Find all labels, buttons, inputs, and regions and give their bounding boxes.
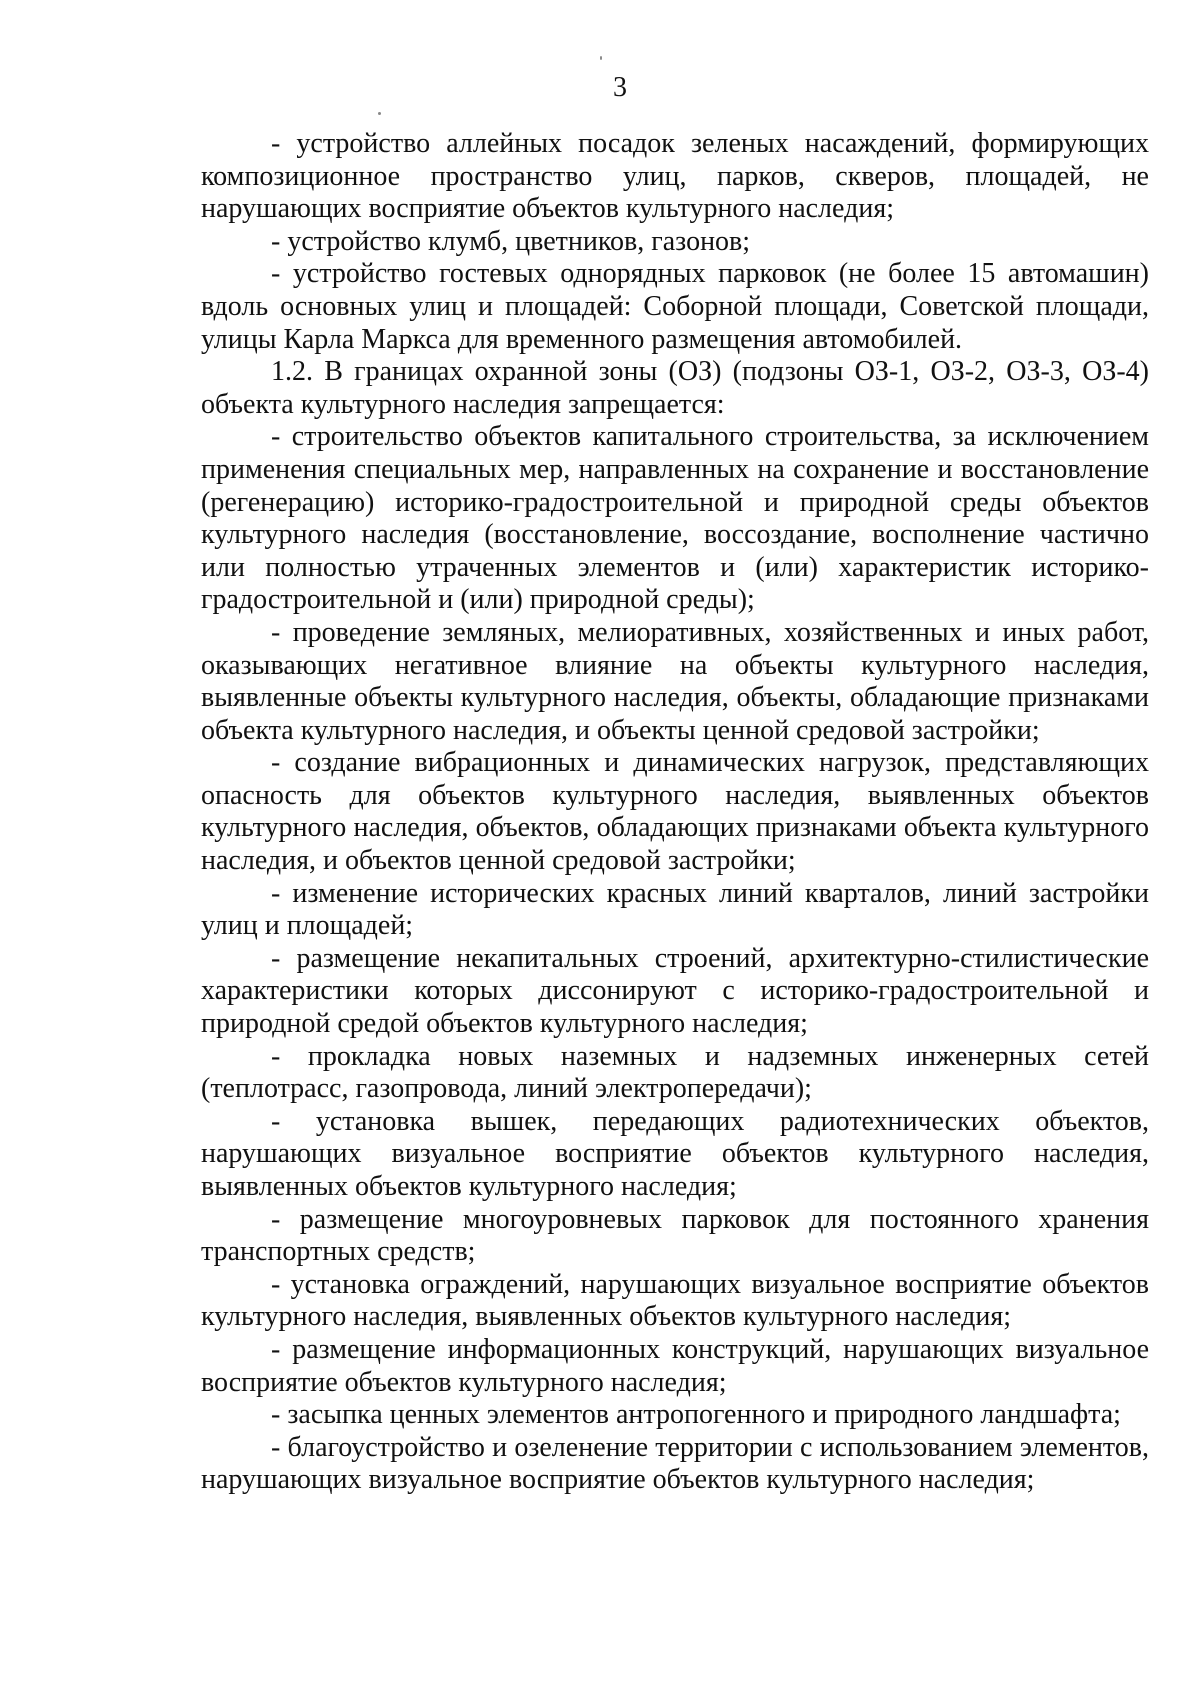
list-item: - установка вышек, передающих радиотехнических объектов, нарушающих визуальное восприятие объектов культурного наследия, выявленных объектов культурного наследия; xyxy=(201,1105,1149,1202)
list-item: - установка ограждений, нарушающих визуальное восприятие объектов культурного наследия, выявленных объектов культурного наследия; xyxy=(201,1268,1149,1333)
scan-speck xyxy=(600,56,602,60)
list-item: - размещение информационных конструкций, нарушающих визуальное восприятие объектов культурного наследия; xyxy=(201,1333,1149,1398)
list-item: - устройство клумб, цветников, газонов; xyxy=(271,225,751,257)
list-item: - прокладка новых наземных и надземных инженерных сетей (теплотрасс, газопровода, линий электропередачи); xyxy=(201,1040,1149,1105)
list-item: - размещение некапитальных строений, архитектурно-стилистические характеристики которых диссонируют с историко-градостроительной и природной средой объектов культурного наследия; xyxy=(201,942,1149,1040)
list-item: - устройство аллейных посадок зеленых насаждений, формирующих композиционное пространство улиц, парков, скверов, площадей, не нарушающих восприятие объектов культурного наследия; xyxy=(201,128,1149,225)
list-item: - благоустройство и озеленение территории с использованием элементов, нарушающих визуальное восприятие объектов культурного наследия; xyxy=(201,1431,1149,1496)
list-item: - изменение исторических красных линий кварталов, линий застройки улиц и площадей; xyxy=(201,877,1149,942)
scan-speck xyxy=(378,112,381,115)
list-item: - создание вибрационных и динамических нагрузок, представляющих опасность для объектов культурного наследия, выявленных объектов культурного наследия, объектов, обладающих признаками объекта культурного наследия, и объектов ценной средовой застройки; xyxy=(201,747,1149,877)
list-item: - устройство гостевых однорядных парковок (не более 15 автомашин) вдоль основных улиц и площадей: Соборной площади, Советской площади, улицы Карла Маркса для временного размещения автомобилей. xyxy=(201,258,1149,355)
page-number: 3 xyxy=(613,72,627,103)
list-item: - размещение многоуровневых парковок для постоянного хранения транспортных средств; xyxy=(201,1203,1149,1268)
list-item: - проведение земляных, мелиоративных, хозяйственных и иных работ, оказывающих негативное влияние на объекты культурного наследия, выявленные объекты культурного наследия, объекты, обладающие признаками объекта культурного наследия, и объекты ценной средовой застройки; xyxy=(201,616,1149,746)
list-item: - строительство объектов капитального строительства, за исключением применения специальных мер, направленных на сохранение и восстановление (регенерацию) историко-градостроительной и природной среды объектов культурного наследия (восстановление, воссоздание, восполнение частично или полностью утраченных элементов и (или) характеристик историко-градостроительной и (или) природной среды); xyxy=(201,421,1149,616)
document-body xyxy=(201,128,1149,1497)
list-item: - засыпка ценных элементов антропогенного и природного ландшафта; xyxy=(271,1399,1121,1431)
section-heading-paragraph: 1.2. В границах охранной зоны (ОЗ) (подзоны ОЗ-1, ОЗ-2, ОЗ-3, ОЗ-4) объекта культурного наследия запрещается: xyxy=(201,356,1149,420)
